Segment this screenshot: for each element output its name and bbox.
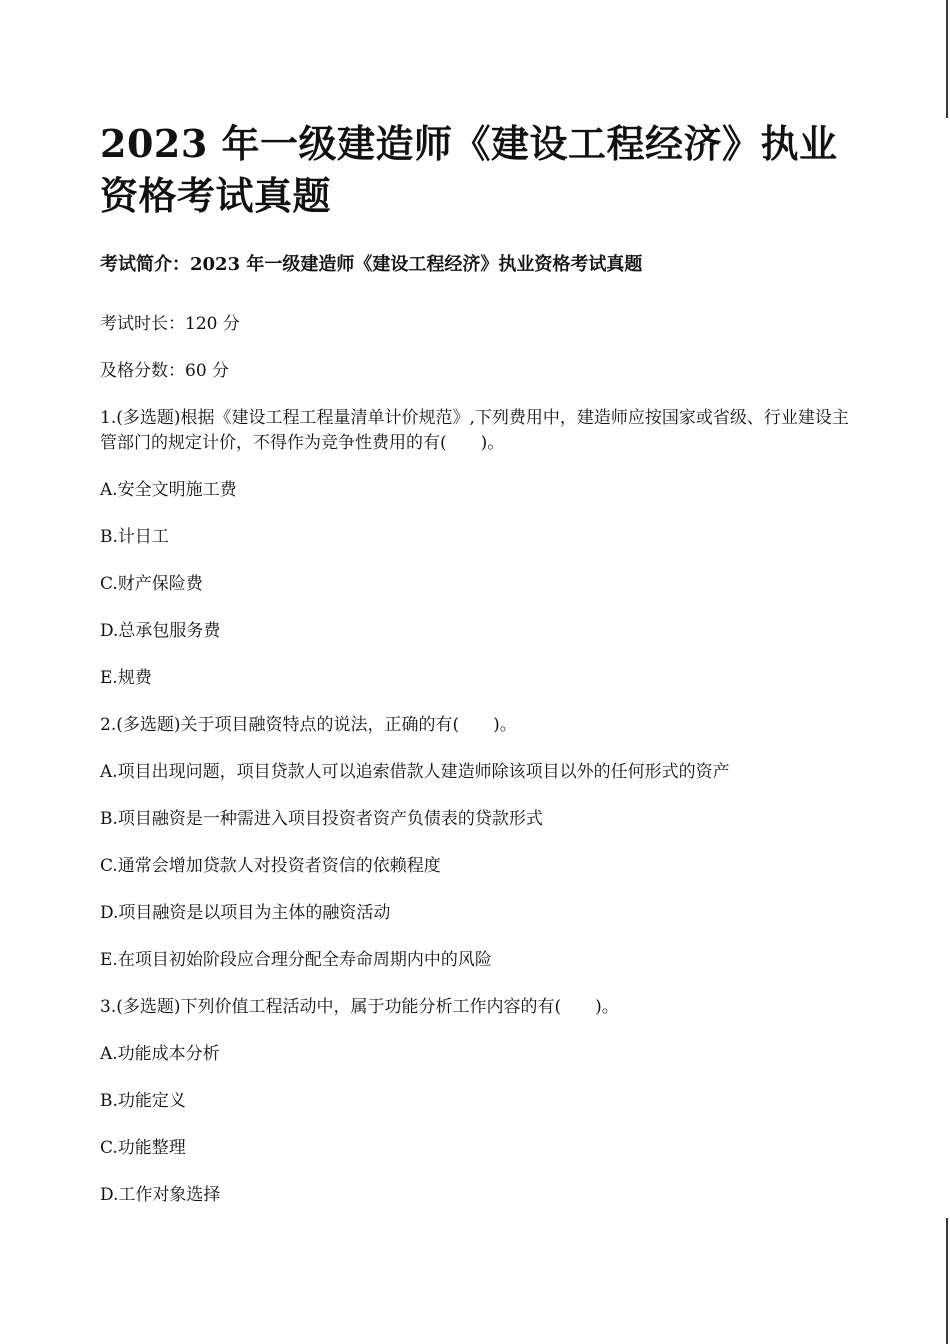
question-1-option-e: E.规费 (100, 668, 152, 688)
question-1-option-d: D.总承包服务费 (100, 621, 221, 641)
pass-score: 及格分数：60 分 (100, 361, 230, 381)
question-1-option-b: B.计日工 (100, 527, 169, 547)
question-3-option-d: D.工作对象选择 (100, 1185, 221, 1205)
scrollbar-edge-bottom (946, 1218, 948, 1344)
question-2-option-c: C.通常会增加贷款人对投资者资信的依赖程度 (100, 856, 441, 876)
question-3-option-a: A.功能成本分析 (100, 1044, 220, 1064)
question-2-option-a: A.项目出现问题，项目贷款人可以追索借款人建造师除该项目以外的任何形式的资产 (100, 762, 730, 782)
question-1-option-c: C.财产保险费 (100, 574, 203, 594)
question-2-option-e: E.在项目初始阶段应合理分配全寿命周期内中的风险 (100, 950, 492, 970)
question-3-stem: 3.(多选题)下列价值工程活动中，属于功能分析工作内容的有( )。 (100, 997, 619, 1017)
question-1-option-a: A.安全文明施工费 (100, 480, 237, 500)
question-2-option-b: B.项目融资是一种需进入项目投资者资产负债表的贷款形式 (100, 809, 543, 829)
scrollbar-edge-top (946, 0, 948, 118)
exam-duration: 考试时长：120 分 (100, 314, 240, 334)
question-2-option-d: D.项目融资是以项目为主体的融资活动 (100, 903, 391, 923)
exam-intro: 考试简介：2023 年一级建造师《建设工程经济》执业资格考试真题 (100, 254, 643, 275)
question-3-option-c: C.功能整理 (100, 1138, 186, 1158)
question-1-stem: 1.(多选题)根据《建设工程工程量清单计价规范》,下列费用中，建造师应按国家或省级、行业建设主管部门的规定计价，不得作为竞争性费用的有( )。 (100, 408, 849, 453)
question-2-stem: 2.(多选题)关于项目融资特点的说法，正确的有( )。 (100, 715, 517, 735)
question-3-option-b: B.功能定义 (100, 1091, 186, 1111)
page-title: 2023 年一级建造师《建设工程经济》执业资格考试真题 (100, 121, 838, 218)
